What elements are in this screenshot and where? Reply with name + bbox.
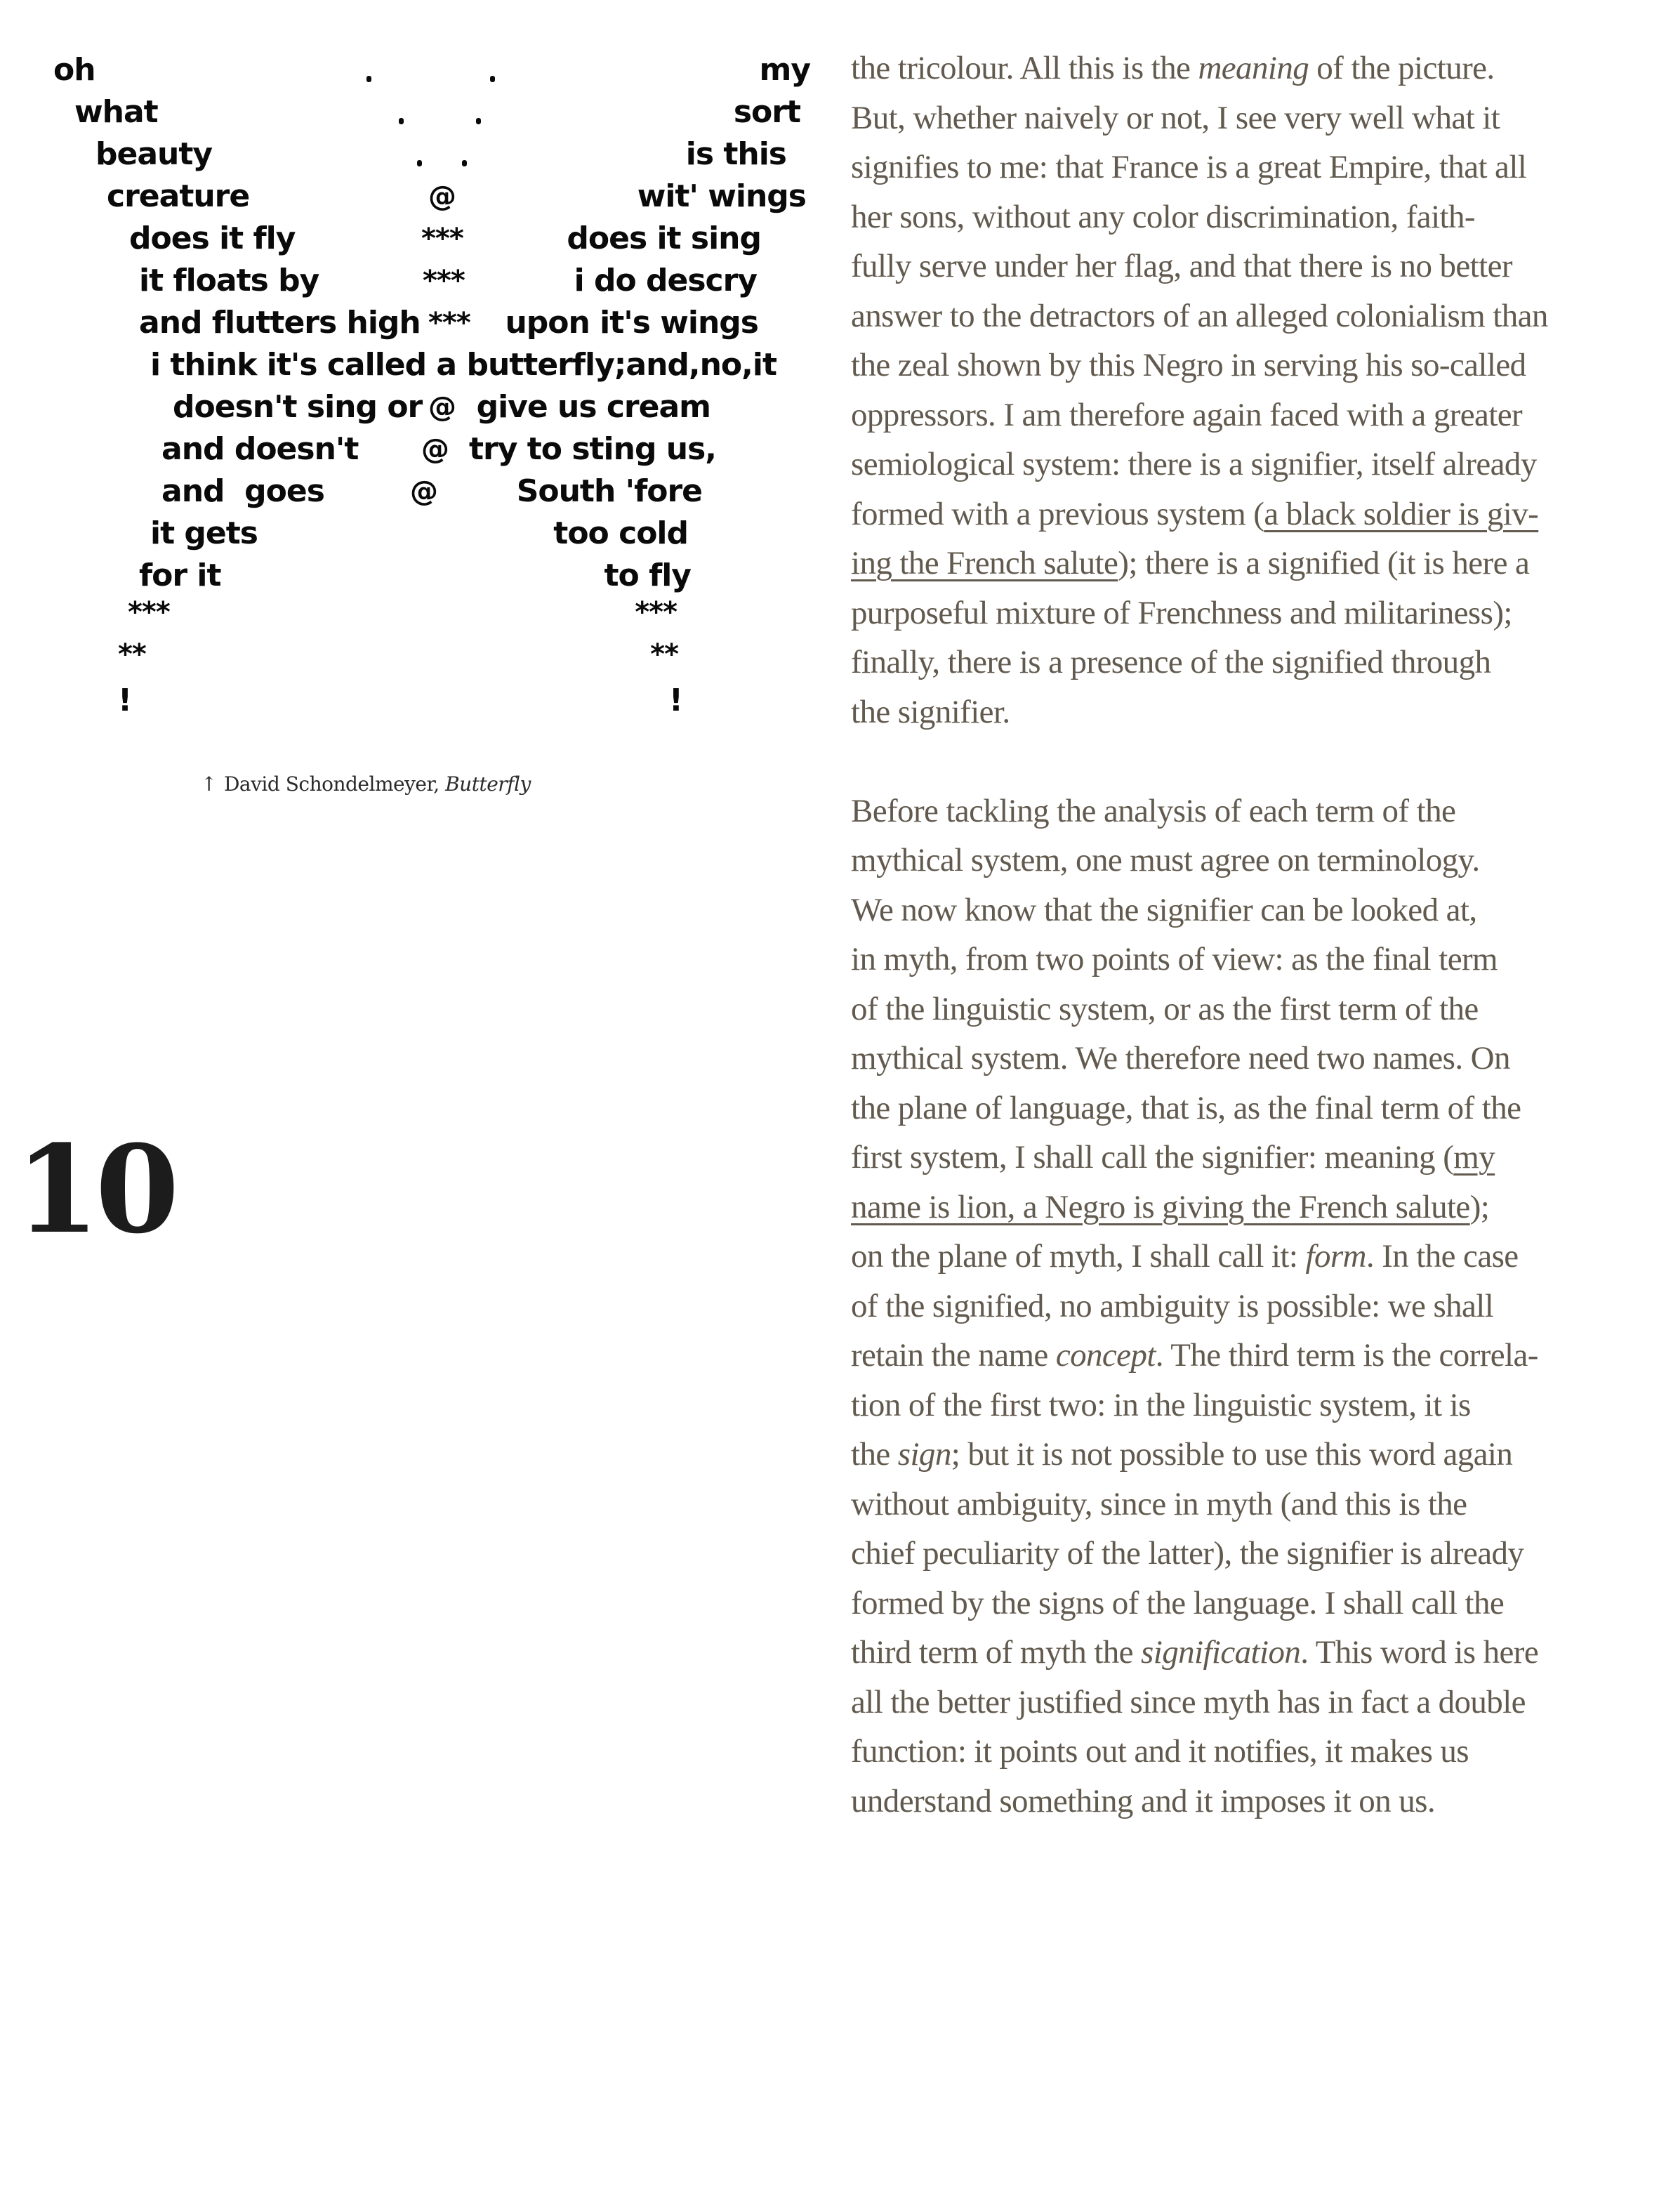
text-run: retain the name (851, 1337, 1056, 1374)
text-line (851, 1133, 1623, 1183)
text-line (851, 588, 1623, 638)
text-line (851, 1232, 1623, 1282)
poem-right: ! (668, 683, 682, 718)
text-line (851, 1579, 1623, 1628)
poem-right: South 'fore (516, 473, 702, 509)
text-run: ); there is a signified (it is here a (1118, 545, 1530, 581)
text-line (851, 1529, 1623, 1579)
body-text-column (851, 44, 1623, 1826)
poem-right: to fly (604, 558, 691, 593)
text-run: fully serve under her flag, and that there is no better (851, 248, 1512, 284)
text-line (851, 1084, 1623, 1133)
text-line (851, 985, 1623, 1034)
text-line (851, 1430, 1623, 1480)
text-line (851, 539, 1623, 588)
text-line (851, 786, 1623, 836)
poem-right: ** (650, 638, 678, 671)
poem-left: does it fly (129, 220, 296, 256)
poem-right: i do descry (574, 263, 757, 298)
text-run: the tricolour. All this is the (851, 50, 1198, 86)
poem-right: *** (635, 596, 677, 628)
poem-right: sort (733, 94, 800, 130)
text-line (851, 1282, 1623, 1331)
text-run: formed with a previous system ( (851, 495, 1264, 532)
text-run: signifies to me: that France is a great Empire, that all (851, 149, 1527, 185)
poem-right: is this (685, 136, 786, 172)
text-run: on the plane of myth, I shall call it: (851, 1238, 1306, 1275)
text-line (851, 242, 1623, 291)
underlined-example: a black soldier is giv- (1264, 495, 1539, 532)
underlined-example: ing the French salute (851, 545, 1118, 581)
text-run: chief peculiarity of the latter), the signifier is already (851, 1535, 1524, 1572)
text-run: . This word is here (1300, 1634, 1539, 1671)
text-run: third term of myth the (851, 1634, 1142, 1671)
emphasis: form (1305, 1238, 1366, 1275)
poem-left: and flutters high (139, 305, 421, 341)
text-run: formed by the signs of the language. I shall call the (851, 1584, 1505, 1621)
underlined-example: my (1453, 1139, 1495, 1176)
text-run: first system, I shall call the signifier: meaning ( (851, 1139, 1454, 1176)
text-line (851, 1183, 1623, 1232)
poem-right: give us cream (476, 389, 710, 425)
emphasis: signification (1141, 1634, 1301, 1671)
text-line (851, 291, 1623, 341)
poem-left: creature (107, 178, 250, 214)
poem-right: try to sting us, (469, 431, 716, 467)
text-run: But, whether naively or not, I see very well what it (851, 99, 1500, 136)
text-run: . The third term is the correla- (1155, 1337, 1538, 1374)
text-line (851, 687, 1623, 737)
antenna-dot (399, 118, 404, 124)
poem-center: *** (421, 223, 463, 255)
antenna-dot (490, 76, 495, 82)
poem-center: *** (428, 307, 470, 339)
caption-author: David Schondelmeyer, (223, 772, 439, 796)
text-run: Before tackling the analysis of each term of the (851, 792, 1456, 829)
poem-left: oh (53, 52, 95, 88)
text-run: her sons, without any color discrimination, faith- (851, 198, 1475, 235)
text-line (851, 1777, 1623, 1826)
poem-right: upon it's wings (505, 305, 758, 341)
poem-left: *** (128, 596, 170, 628)
antenna-dot (476, 118, 481, 124)
text-run: of the linguistic system, or as the first term of the (851, 990, 1479, 1027)
paragraph (851, 786, 1623, 1826)
text-run: the zeal shown by this Negro in serving his so-called (851, 347, 1526, 383)
text-run: tion of the first two: in the linguistic system, it is (851, 1386, 1471, 1423)
emphasis: meaning (1198, 50, 1309, 86)
text-run: the plane of language, that is, as the final term of the (851, 1089, 1521, 1126)
text-line (851, 836, 1623, 886)
text-line (851, 638, 1623, 687)
text-line (851, 1381, 1623, 1430)
text-line (851, 886, 1623, 935)
page-number: 10 (15, 1118, 176, 1260)
text-line (851, 935, 1623, 985)
caption-title: Butterfly (445, 772, 531, 796)
text-run: function: it points out and it notifies, it makes us (851, 1733, 1469, 1770)
text-run: the signifier. (851, 693, 1010, 730)
poem-left: for it (139, 558, 221, 593)
text-run: ; but it is not possible to use this word again (951, 1436, 1513, 1473)
text-line (851, 1727, 1623, 1777)
poem-left: and doesn't (161, 431, 359, 467)
text-run: purposeful mixture of Frenchness and militariness); (851, 594, 1512, 631)
text-run: finally, there is a presence of the signified through (851, 644, 1491, 680)
poem-left: ! (118, 683, 132, 718)
poem-right: too cold (553, 515, 688, 551)
poem-right: my (759, 52, 810, 88)
text-line (851, 489, 1623, 539)
text-run: answer to the detractors of an alleged colonialism than (851, 297, 1548, 334)
text-line (851, 1480, 1623, 1529)
text-line (851, 1331, 1623, 1381)
text-line (851, 1678, 1623, 1727)
underlined-example: name is lion, a Negro is giving the French salute (851, 1188, 1470, 1225)
emphasis: concept (1055, 1337, 1156, 1374)
text-run: semiological system: there is a signifier, itself already (851, 446, 1537, 482)
poem-center: @ (421, 433, 449, 466)
poem-right: does it sing (567, 220, 761, 256)
figure-caption (201, 772, 531, 796)
antenna-dot (462, 160, 467, 166)
antenna-dot (366, 76, 371, 82)
text-line (851, 341, 1623, 390)
poem-center: @ (428, 391, 456, 423)
text-run: . In the case (1366, 1238, 1519, 1275)
butterfly-poem (0, 0, 828, 744)
poem-center: *** (423, 265, 465, 297)
text-run: mythical system, one must agree on terminology. (851, 842, 1480, 878)
emphasis: sign (897, 1436, 951, 1473)
text-run: in myth, from two points of view: as the final term (851, 941, 1498, 977)
poem-right: wit' wings (637, 178, 806, 214)
poem-left: and goes (161, 473, 324, 509)
text-line (851, 1628, 1623, 1678)
text-run: oppressors. I am therefore again faced with a greater (851, 396, 1523, 433)
poem-left: beauty (95, 136, 213, 172)
text-run: We now know that the signifier can be looked at, (851, 891, 1477, 928)
text-line (851, 1034, 1623, 1084)
poem-left: doesn't sing or (173, 389, 423, 425)
paragraph (851, 44, 1623, 737)
text-line (851, 440, 1623, 489)
text-line (851, 143, 1623, 192)
poem-left: ** (118, 638, 146, 671)
text-line (851, 390, 1623, 440)
up-arrow-icon: ↑ (201, 772, 217, 796)
poem-center: @ (410, 475, 437, 508)
text-run: of the picture. (1309, 50, 1495, 86)
text-run: of the signified, no ambiguity is possible: we shall (851, 1287, 1494, 1324)
poem-left: i think it's called a butterfly;and,no,it (150, 347, 776, 383)
text-line (851, 192, 1623, 242)
text-run: all the better justified since myth has in fact a double (851, 1683, 1526, 1720)
text-line (851, 93, 1623, 143)
poem-center: @ (428, 180, 456, 213)
poem-left: it gets (150, 515, 258, 551)
text-run: ); (1469, 1188, 1490, 1225)
antenna-dot (417, 160, 422, 166)
poem-left: what (74, 94, 158, 130)
text-run: mythical system. We therefore need two names. On (851, 1040, 1510, 1077)
text-run: the (851, 1436, 898, 1473)
poem-left: it floats by (139, 263, 319, 298)
text-run: understand something and it imposes it on us. (851, 1782, 1435, 1819)
text-line (851, 44, 1623, 93)
text-run: without ambiguity, since in myth (and this is the (851, 1485, 1467, 1522)
